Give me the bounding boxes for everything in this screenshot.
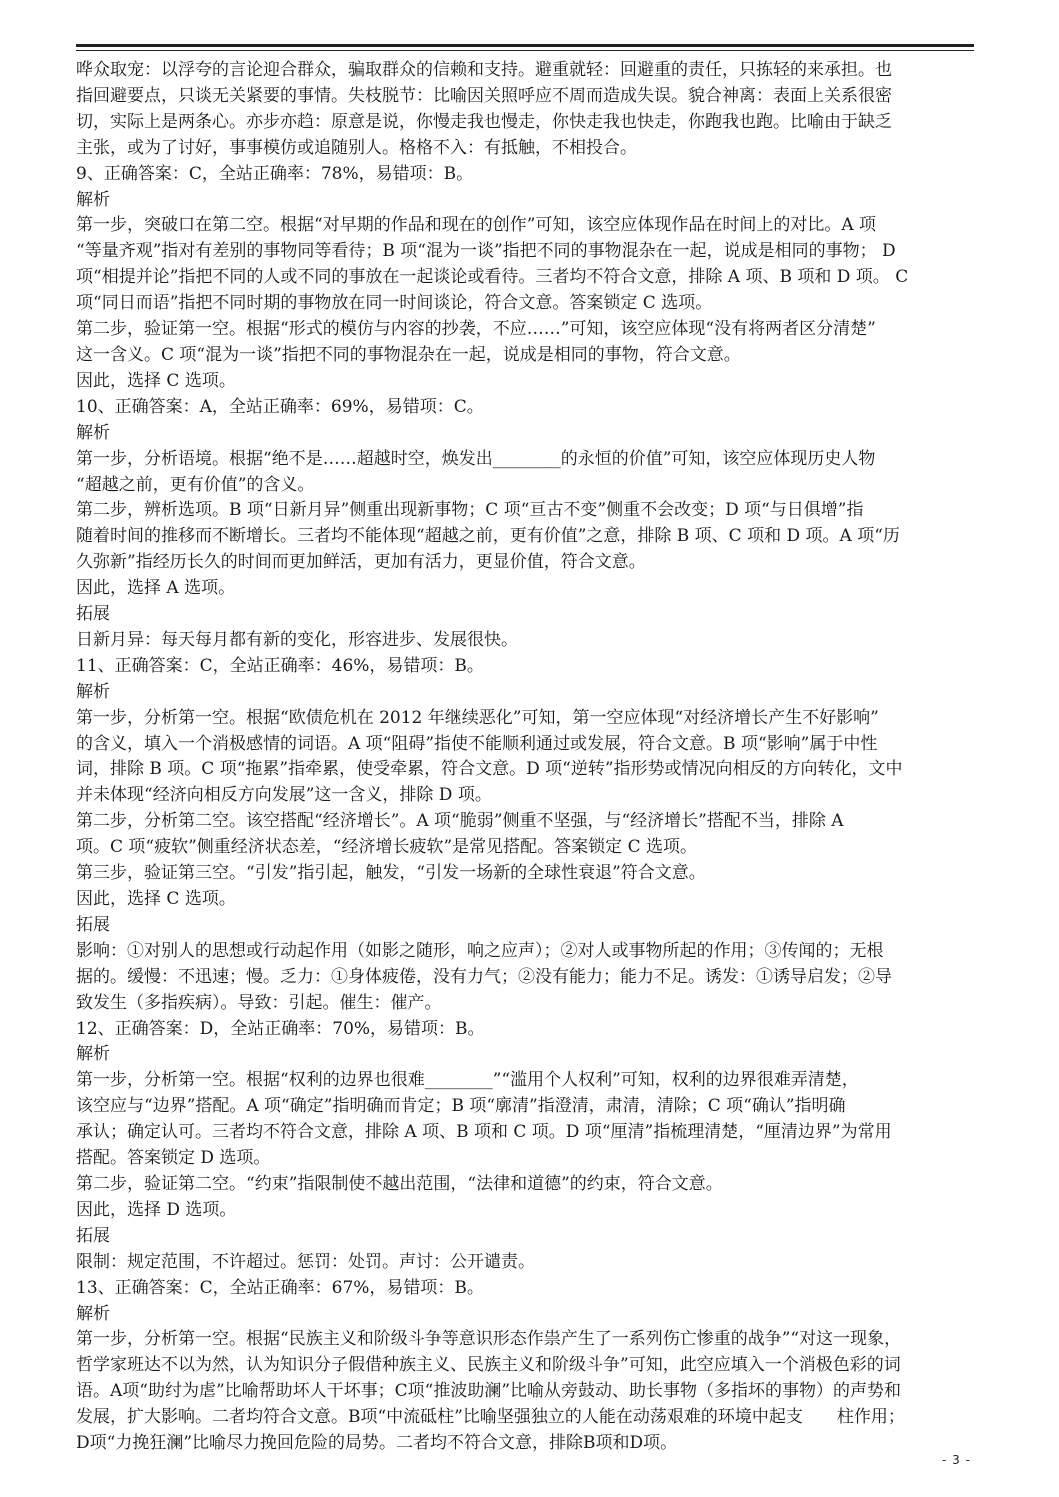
text-line: 承认；确定认可。三者均不符合文意，排除 A 项、B 项和 C 项。D 项“厘清”指梳理清楚，“厘清边界”为常用 bbox=[76, 1122, 892, 1143]
text-line: 解析 bbox=[76, 189, 110, 210]
text-line: 第二步，分析第二空。该空搭配“经济增长”。A 项“脆弱”侧重不坚强，与“经济增长”搭配不当，排除 A bbox=[76, 811, 844, 832]
text-line: 哲学家班达不以为然，认为知识分子假借种族主义、民族主义和阶级斗争”可知，此空应填入一个消极色彩的词 bbox=[76, 1355, 901, 1376]
text-line: 拓展 bbox=[76, 604, 110, 625]
text-line: 9、正确答案：C，全站正确率：78%，易错项：B。 bbox=[76, 163, 474, 184]
text-line: 解析 bbox=[76, 1303, 110, 1324]
text-line: 11、正确答案：C，全站正确率：46%，易错项：B。 bbox=[76, 655, 484, 676]
text-line: 随着时间的推移而不断增长。三者均不能体现“超越之前，更有价值”之意，排除 B 项、C 项和 D 项。A 项“历 bbox=[76, 526, 900, 547]
text-line: 哗众取宠：以浮夸的言论迎合群众，骗取群众的信赖和支持。避重就轻：回避重的责任，只拣轻的来承担。也 bbox=[76, 60, 892, 80]
text-line: 影响：①对别人的思想或行动起作用（如影之随形，响之应声）；②对人或事物所起的作用；③传闻的；无根 bbox=[76, 940, 884, 961]
text-line: 发展，扩大影响。二者均符合文意。B项“中流砥柱”比喻坚强独立的人能在动荡艰难的环境中起支 柱作用； bbox=[76, 1407, 905, 1428]
text-line: 据的。缓慢：不迅速；慢。乏力：①身体疲倦，没有力气；②没有能力；能力不足。诱发：①诱导启发；②导 bbox=[76, 966, 892, 987]
text-line: 久弥新”指经历长久的时间而更加鲜活，更加有活力，更显价值，符合文意。 bbox=[76, 552, 646, 573]
text-line: 第一步，分析语境。根据“绝不是……超越时空，焕发出________的永恒的价值”可知，该空应体现历史人物 bbox=[76, 448, 876, 469]
document-body bbox=[76, 58, 994, 1457]
text-line: 解析 bbox=[76, 681, 110, 702]
text-line: 拓展 bbox=[76, 1225, 110, 1246]
text-line: 指回避要点，只谈无关紧要的事情。失枝脱节：比喻因关照呼应不周而造成失误。貌合神离：表面上关系很密 bbox=[76, 85, 892, 106]
header-rule-thick bbox=[76, 44, 974, 47]
text-line: 并未体现“经济向相反方向发展”这一含义，排除 D 项。 bbox=[76, 785, 492, 806]
text-line: 切，实际上是两条心。亦步亦趋：原意是说，你慢走我也慢走，你快走我也快走，你跑我也跑。比喻由于缺乏 bbox=[76, 111, 892, 132]
text-line: 12、正确答案：D，全站正确率：70%，易错项：B。 bbox=[76, 1018, 485, 1039]
text-line: 因此，选择 A 选项。 bbox=[76, 578, 236, 599]
text-line: 项。C 项“疲软”侧重经济状态差，“经济增长疲软”是常见搭配。答案锁定 C 选项。 bbox=[76, 837, 697, 858]
text-line: 第一步，突破口在第二空。根据“对早期的作品和现在的创作”可知，该空应体现作品在时间上的对比。A 项 bbox=[76, 215, 877, 236]
text-line: “等量齐观”指对有差别的事物同等看待；B 项“混为一谈”指把不同的事物混杂在一起，说成是相同的事物； D bbox=[76, 241, 896, 262]
text-line: 第二步，辨析选项。B 项“日新月异”侧重出现新事物；C 项“亘古不变”侧重不会改变；D 项“与日俱增”指 bbox=[76, 500, 864, 521]
text-line: 因此，选择 C 选项。 bbox=[76, 889, 236, 909]
text-line: 搭配。答案锁定 D 选项。 bbox=[76, 1148, 271, 1169]
text-line: 项“相提并论”指把不同的人或不同的事放在一起谈论或看待。三者均不符合文意，排除 A 项、B 项和 D 项。 C bbox=[76, 267, 909, 288]
text-line: 主张，或为了讨好，事事模仿或追随别人。格格不入：有抵触，不相投合。 bbox=[76, 137, 637, 158]
text-line: 限制：规定范围，不许超过。惩罚：处罚。声讨：公开谴责。 bbox=[76, 1251, 535, 1272]
text-line: 第一步，分析第一空。根据“权利的边界也很难________”“滥用个人权利”可知，权利的边界很难弄清楚， bbox=[76, 1070, 859, 1091]
text-line: 拓展 bbox=[76, 914, 110, 935]
text-line: D项“力挽狂澜”比喻尽力挽回危险的局势。二者均不符合文意，排除B项和D项。 bbox=[76, 1433, 678, 1454]
text-line: 第二步，验证第一空。根据“形式的模仿与内容的抄袭，不应……”可知，该空应体现“没有将两者区分清楚” bbox=[76, 319, 876, 340]
text-line: 第一步，分析第一空。根据“民族主义和阶级斗争等意识形态作祟产生了一系列伤亡惨重的战争”“对这一现象， bbox=[76, 1329, 902, 1350]
text-line: 致发生（多指疾病）。导致：引起。催生：催产。 bbox=[76, 992, 442, 1013]
text-line: 语。A项“助纣为虐”比喻帮助坏人干坏事；C项“推波助澜”比喻从旁鼓动、助长事物（多指坏的事物）的声势和 bbox=[76, 1381, 902, 1402]
text-line: 的含义，填入一个消极感情的词语。A 项“阻碍”指使不能顺利通过或发展，符合文意。B 项“影响”属于中性 bbox=[76, 733, 878, 754]
text-line: “超越之前，更有价值”的含义。 bbox=[76, 474, 315, 495]
text-line: 该空应与“边界”搭配。A 项“确定”指明确而肯定；B 项“廓清”指澄清，肃清，清除；C 项“确认”指明确 bbox=[76, 1096, 846, 1117]
text-line: 词，排除 B 项。C 项“拖累”指牵累，使受牵累，符合文意。D 项“逆转”指形势或情况向相反的方向转化，文中 bbox=[76, 759, 903, 780]
text-line: 因此，选择 C 选项。 bbox=[76, 370, 236, 391]
text-line: 项“同日而语”指把不同时期的事物放在同一时间谈论，符合文意。答案锁定 C 选项。 bbox=[76, 293, 713, 314]
text-line: 第一步，分析第一空。根据“欧债危机在 2012 年继续恶化”可知，第一空应体现“对经济增长产生不好影响” bbox=[76, 707, 879, 728]
text-line: 这一含义。C 项“混为一谈”指把不同的事物混杂在一起，说成是相同的事物，符合文意。 bbox=[76, 344, 741, 365]
text-line: 因此，选择 D 选项。 bbox=[76, 1199, 237, 1220]
text-line: 解析 bbox=[76, 1044, 110, 1065]
text-line: 解析 bbox=[76, 422, 110, 443]
page-number: - 3 - bbox=[942, 1453, 971, 1467]
text-line: 10、正确答案：A，全站正确率：69%，易错项：C。 bbox=[76, 396, 484, 417]
header-rule-thin bbox=[76, 50, 974, 51]
text-line: 13、正确答案：C，全站正确率：67%，易错项：B。 bbox=[76, 1277, 484, 1298]
text-line: 第二步，验证第二空。“约束”指限制使不越出范围，“法律和道德”的约束，符合文意。 bbox=[76, 1173, 723, 1194]
text-line: 第三步，验证第三空。“引发”指引起，触发，“引发一场新的全球性衰退”符合文意。 bbox=[76, 863, 706, 884]
text-line: 日新月异：每天每月都有新的变化，形容进步、发展很快。 bbox=[76, 629, 518, 650]
